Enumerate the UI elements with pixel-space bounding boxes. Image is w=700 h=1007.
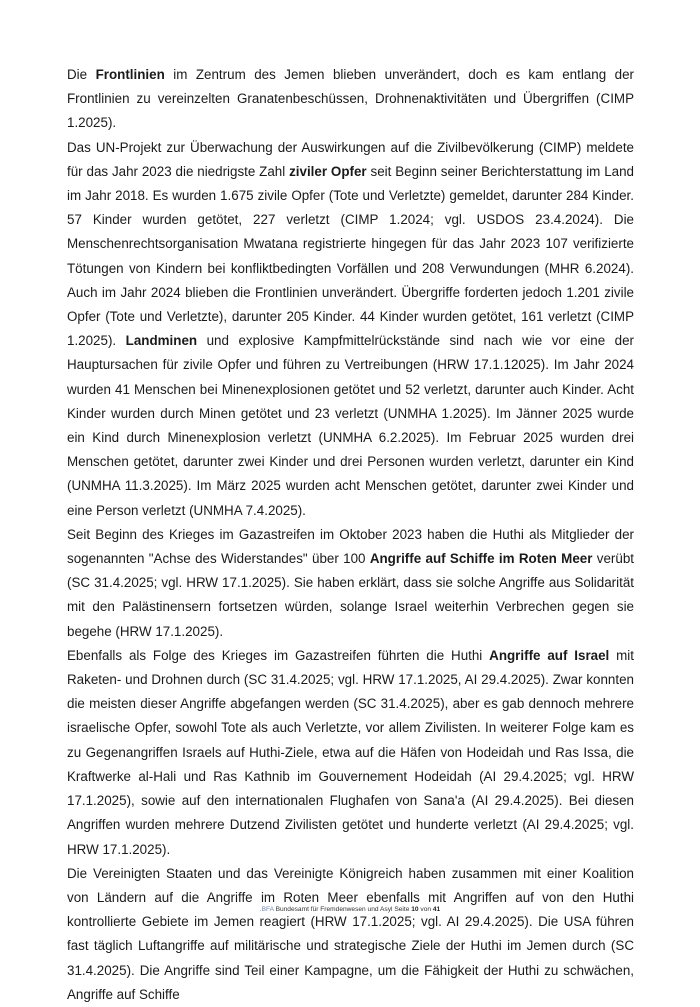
- text-run: Das UN-Projekt zur Überwachung der Auswirkungen auf die Zivilbevölkerung (CIMP) meldete für das Jahr 2023 die niedrigste Zahl: [67, 139, 634, 179]
- paragraph-attacks-on-israel: [67, 644, 634, 862]
- bold-keyword: Angriffe auf Israel: [489, 647, 610, 663]
- footer-page-total: 41: [432, 906, 441, 913]
- text-run: Seit Beginn des Krieges im Gazastreifen im Oktober 2023 haben die Huthi als Mitglieder der sogenannten "Achse des Widerstandes" über 100: [67, 526, 634, 567]
- document-body: [67, 63, 634, 1007]
- paragraph-civilian-casualties: [67, 136, 634, 523]
- paragraph-red-sea-attacks: [67, 523, 634, 644]
- text-run: mit Raketen- und Drohnen durch (SC 31.4.2025; vgl. HRW 17.1.2025, AI 29.4.2025). Zwar konnten die meisten dieser Angriffe abgefangen werden (SC 31.4.2025), aber es gab dennoch mehrere israelische Opfer, sowohl Tote als auch Verletzte, vor allem Zivilisten. In weiterer Folge kam es zu Gegenangriffen Israels auf Huthi-Ziele, etwa auf die Häfen von Hodeidah und Ras Issa, die Kraftwerke al-Hali und Ras Kathnib im Gouvernement Hodeidah (AI 29.4.2025; vgl. HRW 17.1.2025), sowie auf den internationalen Flughafen von Sana'a (AI 29.4.2025). Bei diesen Angriffen wurden mehrere Dutzend Zivilisten getötet und hunderte verletzt (AI 29.4.2025; vgl. HRW 17.1.2025).: [67, 647, 634, 857]
- footer-page-current: 10: [411, 906, 419, 913]
- footer-page-label: Seite: [394, 906, 410, 913]
- text-run: Die Vereinigten Staaten und das Vereinigte Königreich haben zusammen mit einer Koalition von Ländern auf die Angriffe im Roten Meer ebenfalls mit Angriffen auf von den Huthi kontrollierte Gebiete im Jemen reagiert (HRW 17.1.2025; vgl. AI 29.4.2025). Die USA führen fast täglich Luftangriffe auf militärische und strategische Ziele der Huthi im Jemen durch (SC 31.4.2025). Die Angriffe sind Teil einer Kampagne, um die Fähigkeit der Huthi zu schwächen, Angriffe auf Schiffe: [67, 865, 634, 1002]
- paragraph-us-uk-response: [67, 862, 634, 1007]
- footer-org-name: Bundesamt für Fremdenwesen und Asyl: [275, 906, 393, 913]
- text-run: Ebenfalls als Folge des Krieges im Gazastreifen führten die Huthi: [67, 647, 490, 663]
- text-run: Die: [67, 67, 96, 82]
- text-run: im Zentrum des Jemen blieben unverändert, doch es kam entlang der Frontlinien zu vereinzelten Granatenbeschüssen, Drohnenaktivitäten und Übergriffen (CIMP 1.2025).: [67, 67, 634, 131]
- paragraph-frontlines: [67, 63, 634, 136]
- text-run: seit Beginn seiner Berichterstattung im Land im Jahr 2018. Es wurden 1.675 zivile Opfer (Tote und Verletzte) gemeldet, darunter 284 Kinder. 57 Kinder wurden getötet, 227 verletzt (CIMP 1.2024; vgl. USDOS 23.4.2024). Die Menschenrechtsorganisation Mwatana registrierte hingegen für das Jahr 2023 107 verifizierte Tötungen von Kindern bei konfliktbedingten Vorfällen und 208 Verwundungen (MHR 6.2024). Auch im Jahr 2024 blieben die Frontlinien unverändert. Übergriffe forderten jedoch 1.201 zivile Opfer (Tote und Verletzte), darunter 205 Kinder. 44 Kinder wurden getötet, 161 verletzt (CIMP 1.2025).: [67, 163, 634, 349]
- bfa-logo: .BFA: [259, 906, 274, 913]
- bold-keyword: Angriffe auf Schiffe im Roten Meer: [369, 551, 593, 567]
- bold-keyword: Landminen: [125, 333, 198, 349]
- text-run: und explosive Kampfmittelrückstände sind nach wie vor eine der Hauptursachen für zivile Opfer und führen zu Vertreibungen (HRW 17.1.12025). Im Jahr 2024 wurden 41 Menschen bei Minenexplosionen getötet und 52 verletzt, darunter auch Kinder. Acht Kinder wurden durch Minen getötet und 23 verletzt (UNMHA 1.2025). Im Jänner 2025 wurde ein Kind durch Minenexplosion verletzt (UNMHA 6.2.2025). Im Februar 2025 wurden drei Menschen getötet, darunter zwei Kinder und drei Personen wurden verletzt, darunter ein Kind (UNMHA 11.3.2025). Im März 2025 wurden acht Menschen getötet, darunter zwei Kinder und eine Person verletzt (UNMHA 7.4.2025).: [67, 333, 635, 518]
- bold-keyword: ziviler Opfer: [289, 163, 367, 179]
- text-run: verübt (SC 31.4.2025; vgl. HRW 17.1.2025). Sie haben erklärt, dass sie solche Angriffe aus Solidarität mit den Palästinensern fortsetzen würden, solange Israel weiterhin Verbrechen gegen sie begehe (HRW 17.1.2025).: [67, 551, 634, 639]
- footer-page-of: von: [420, 906, 432, 913]
- page-footer: [0, 906, 700, 913]
- bold-keyword: Frontlinien: [95, 67, 165, 82]
